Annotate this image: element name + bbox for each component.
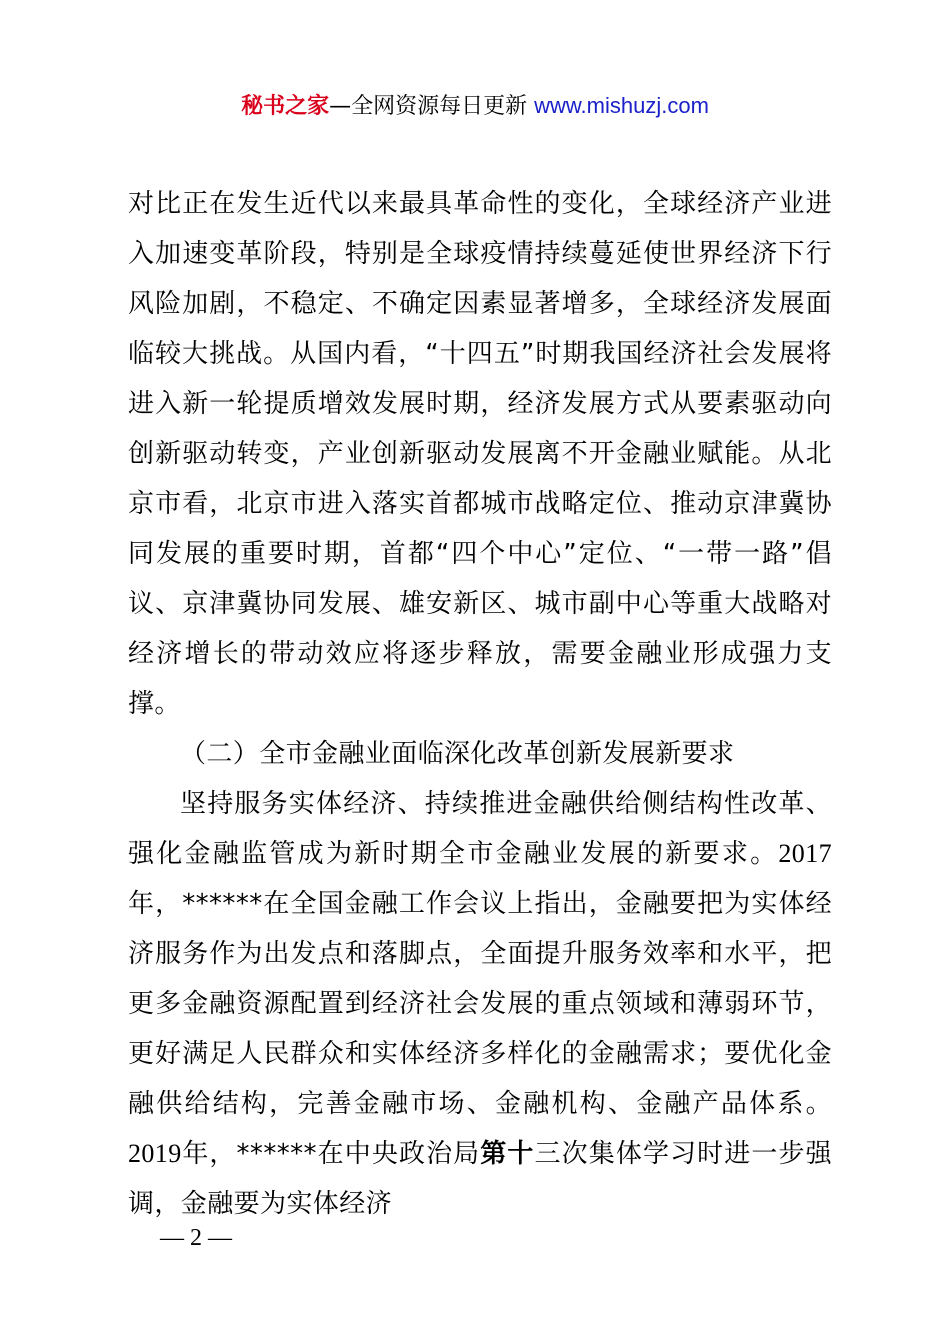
paragraph-2-part-c: 年，******在中央政治局 [181, 1139, 481, 1169]
paragraph-2-part-d: 三次集体学习时进一步强调，金融要为实体经济 [128, 1139, 832, 1219]
paragraph-2-part-b: 年，******在全国金融工作会议上指出，金融要把为实体经济服务作为出发点和落脚点，全面提升服务效率和水平，把更多金融资源配置到经济社会发展的重点领域和薄弱环节，更好满足人民群众和实体经济多样化的金融需求；要优化金融供给结构，完善金融市场、金融机构、金融产品体系。 [128, 889, 832, 1119]
bold-text: 第十 [480, 1139, 535, 1169]
header-tagline: —全网资源每日更新 [329, 94, 535, 119]
document-body [128, 179, 832, 1229]
site-header [0, 86, 950, 127]
year-2017: 2017 [778, 839, 832, 868]
section-heading: （二）全市金融业面临深化改革创新发展新要求 [180, 739, 735, 769]
site-url-link[interactable]: www.mishuzj.com [534, 93, 709, 118]
page-number: — 2 — [160, 1225, 232, 1251]
year-2019: 2019 [128, 1139, 182, 1168]
brand-name: 秘书之家 [241, 94, 330, 119]
paragraph-2 [128, 779, 832, 1229]
paragraph-2-part-a: 坚持服务实体经济、持续推进金融供给侧结构性改革、强化金融监管成为新时期全市金融业发展的新要求。 [128, 789, 832, 869]
paragraph-1: 对比正在发生近代以来最具革命性的变化，全球经济产业进入加速变革阶段，特别是全球疫情持续蔓延使世界经济下行风险加剧，不稳定、不确定因素显著增多，全球经济发展面临较大挑战。从国内看，“十四五”时期我国经济社会发展将进入新一轮提质增效发展时期，经济发展方式从要素驱动向创新驱动转变，产业创新驱动发展离不开金融业赋能。从北京市看，北京市进入落实首都城市战略定位、推动京津冀协同发展的重要时期，首都“四个中心”定位、“一带一路”倡议、京津冀协同发展、雄安新区、城市副中心等重大战略对经济增长的带动效应将逐步释放，需要金融业形成强力支撑。 [128, 189, 832, 719]
